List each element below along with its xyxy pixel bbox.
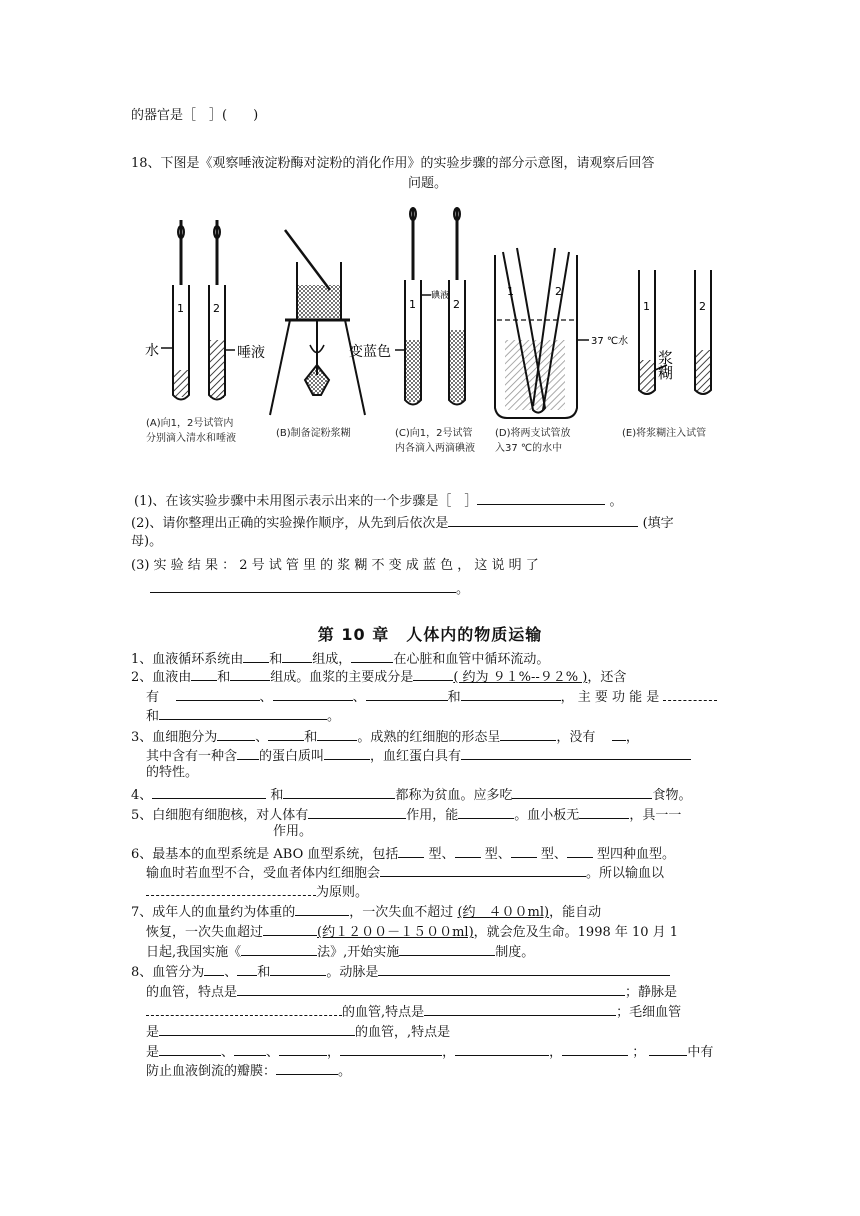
blood-loss-safe: (约 ４００ml): [457, 905, 550, 920]
blank[interactable]: [237, 745, 259, 760]
t: 8、血管分为: [131, 965, 205, 980]
t: 法》,开始实施: [317, 945, 400, 960]
t: ，: [327, 1045, 341, 1060]
t: 和: [447, 690, 461, 705]
t: 、: [255, 730, 269, 745]
item-8: [131, 961, 670, 982]
q18-1-blank[interactable]: [477, 490, 605, 505]
t: 型、: [540, 847, 567, 862]
t: 型、: [428, 847, 455, 862]
t: ；: [632, 1045, 646, 1060]
item-2-line3: 和 。: [146, 705, 340, 726]
caption-c-1: (C)向1，2号试管: [395, 428, 473, 439]
blank[interactable]: [424, 1001, 616, 1016]
t: 有: [146, 690, 160, 705]
blank[interactable]: [461, 745, 691, 760]
blood-loss-danger: (约１２００－１５００ml): [317, 925, 474, 940]
blank[interactable]: [241, 941, 317, 956]
blank[interactable]: [567, 843, 593, 858]
panel-b: [270, 230, 365, 415]
blank[interactable]: [273, 686, 353, 701]
item-1-text-d: 在心脏和血管中循环流动。: [393, 652, 550, 667]
blank[interactable]: [217, 726, 255, 741]
t: ，血红蛋白具有: [370, 749, 462, 764]
blank[interactable]: [317, 726, 357, 741]
blank[interactable]: [455, 843, 481, 858]
t: 的血管,特点是: [342, 1005, 425, 1020]
blank[interactable]: [191, 666, 217, 681]
blank[interactable]: [176, 686, 260, 701]
q18-1-text: (1)、在该实验步骤中未用图示表示出来的一个步骤是［ ］: [134, 494, 478, 509]
t: 都称为贫血。应多吃: [395, 788, 513, 803]
blank[interactable]: [237, 981, 625, 996]
t: ，还含: [587, 670, 627, 685]
t: ，: [549, 1045, 563, 1060]
t: 6、最基本的血型系统是 ABO 血型系统，包括: [131, 847, 399, 862]
t: 防止血液倒流的瓣膜：: [146, 1064, 277, 1079]
t: 和: [217, 670, 231, 685]
t: 7、成年人的血量约为体重的: [131, 905, 296, 920]
plasma-percent: ( 约为 ９１%--９２% ): [453, 670, 588, 685]
blank[interactable]: [399, 941, 495, 956]
t: 、: [266, 1045, 280, 1060]
q18-2-text: (2)、请你整理出正确的实验操作顺序，从先到后依次是: [131, 516, 449, 531]
t: 恢复，一次失血超过: [146, 925, 264, 940]
item-8-line4: [146, 1021, 450, 1042]
caption-d-2: 入37 ℃的水中: [495, 443, 563, 454]
blank[interactable]: [351, 648, 393, 663]
blank[interactable]: [579, 804, 629, 819]
t: ，没有: [556, 730, 596, 745]
blank[interactable]: [413, 666, 453, 681]
tube1-label-c: 1: [409, 298, 416, 311]
t: 和: [146, 709, 160, 724]
q17-tail: 的器官是［ ］( ): [131, 108, 259, 123]
blank[interactable]: [663, 686, 717, 701]
t: ，就会危及生命。1998 年 10 月 1: [473, 925, 679, 940]
t: 组成。血浆的主要成分是: [270, 670, 414, 685]
t: 是: [146, 1045, 160, 1060]
blank[interactable]: [500, 726, 556, 741]
item-2-line2: [146, 686, 717, 707]
item-5-line2: 作用。: [273, 824, 313, 839]
t: 的血管，特点是: [146, 985, 238, 1000]
t: 日起,我国实施《: [146, 945, 242, 960]
blank[interactable]: [649, 1041, 687, 1056]
t: 其中含有一种含: [146, 749, 238, 764]
t: 的血管，,特点是: [355, 1025, 451, 1040]
t: 。血小板无: [514, 808, 580, 823]
blank[interactable]: [237, 961, 257, 976]
t: 和: [304, 730, 318, 745]
item-3-line3: 的特性。: [146, 765, 199, 780]
blank[interactable]: [270, 961, 326, 976]
q18-2-blank[interactable]: [448, 512, 638, 527]
t: 的蛋白质叫: [259, 749, 325, 764]
panel-d: [495, 248, 589, 418]
panel-a: [161, 220, 235, 400]
item-8-line6: [146, 1060, 351, 1081]
caption-a-2: 分别滴入清水和唾液: [146, 433, 236, 444]
t: ，一次失血不超过: [349, 905, 454, 920]
caption-e: (E)将浆糊注入试管: [622, 428, 707, 439]
blank[interactable]: [283, 784, 395, 799]
tube1-label-d: 1: [507, 285, 514, 298]
blank[interactable]: [146, 881, 316, 896]
label-37-water: 37 ℃水: [591, 336, 629, 347]
blank[interactable]: [152, 784, 266, 799]
blank[interactable]: [366, 686, 448, 701]
tube2-label-c: 2: [453, 298, 460, 311]
q18-3-blank[interactable]: [150, 578, 456, 593]
t: 中有: [687, 1045, 714, 1060]
tube2-label-d: 2: [555, 285, 562, 298]
item-5: [131, 804, 681, 825]
item-7: [131, 901, 601, 922]
t: 。动脉是: [326, 965, 379, 980]
blank[interactable]: [458, 804, 514, 819]
item-6-line2: [146, 862, 664, 883]
blank[interactable]: [511, 843, 537, 858]
t: 。: [338, 1064, 352, 1079]
t: 和: [270, 788, 284, 803]
blank[interactable]: [279, 1041, 327, 1056]
caption-d-1: (D)将两支试管放: [495, 428, 571, 439]
q18-1: (1)、在该实验步骤中未用图示表示出来的一个步骤是［ ］ 。: [134, 490, 623, 511]
blank[interactable]: [340, 1041, 442, 1056]
t: 型、: [484, 847, 511, 862]
caption-b: (B)制备淀粉浆糊: [276, 428, 351, 439]
t: 型四种血型。: [597, 847, 676, 862]
blank[interactable]: [398, 843, 424, 858]
item-1-text-c: 组成，: [312, 652, 352, 667]
t: 为原则。: [316, 885, 369, 900]
item-3: [131, 726, 639, 747]
t: ，具一一: [629, 808, 682, 823]
t: 和: [257, 965, 271, 980]
q18-3: (3) 实 验 结 果 ： 2 号 试 管 里 的 浆 糊 不 变 成 蓝 色 ， 这 说 明 了: [131, 558, 539, 573]
t: 、: [221, 1045, 235, 1060]
label-paste: 浆糊: [656, 350, 674, 380]
tube2-label-e: 2: [699, 300, 706, 313]
t: 5、白细胞有细胞核，对人体有: [131, 808, 309, 823]
tube1-label-a: 1: [177, 302, 184, 315]
blank[interactable]: [230, 666, 270, 681]
blank[interactable]: [204, 961, 224, 976]
blank[interactable]: [282, 648, 312, 663]
t: 输血时若血型不合，受血者体内红细胞会: [146, 866, 381, 881]
blank[interactable]: [512, 784, 652, 799]
item-4: [131, 784, 691, 805]
blank[interactable]: [295, 901, 349, 916]
blank[interactable]: [243, 648, 269, 663]
q18-intro-cont: 问题。: [408, 176, 448, 191]
item-8-line5: [146, 1041, 713, 1062]
tube2-label-a: 2: [213, 302, 220, 315]
t: 制度。: [495, 945, 535, 960]
blank[interactable]: [234, 1041, 266, 1056]
q18-2-tail: (填字: [642, 516, 674, 531]
item-3-line2: [146, 745, 691, 766]
item-7-line2: [146, 921, 678, 942]
q18-intro: 18、下图是《观察唾液淀粉酶对淀粉的消化作用》的实验步骤的部分示意图，请观察后回答: [131, 156, 655, 171]
blank[interactable]: [263, 921, 317, 936]
item-2: [131, 666, 626, 687]
item-7-line3: [146, 941, 534, 962]
blank[interactable]: [562, 1041, 628, 1056]
blank[interactable]: [380, 862, 586, 877]
q18-2-cont: 母)。: [131, 534, 163, 549]
chapter-title: 第 10 章 人体内的物质运输: [317, 625, 543, 644]
blank[interactable]: [455, 1041, 549, 1056]
label-iodine: 碘液: [431, 291, 450, 301]
blank[interactable]: [159, 1021, 355, 1036]
panel-e: [639, 270, 711, 394]
t: 食物。: [652, 788, 692, 803]
t: ；静脉是: [625, 985, 678, 1000]
item-8-line3: [146, 1001, 681, 1022]
t: 3、血细胞分为: [131, 730, 218, 745]
blank[interactable]: [146, 1001, 342, 1016]
blank[interactable]: [378, 961, 670, 976]
t: ；毛细血管: [616, 1005, 682, 1020]
caption-a-1: (A)向1，2号试管内: [146, 418, 234, 429]
blank[interactable]: [159, 705, 327, 720]
blank[interactable]: [324, 745, 370, 760]
t: 是: [146, 1025, 160, 1040]
t: 2、血液由: [131, 670, 192, 685]
t: 。所以输血以: [586, 866, 665, 881]
item-6-line3: [146, 881, 368, 902]
t: ，: [625, 730, 639, 745]
item-6: [131, 843, 675, 864]
caption-c-2: 内各滴入两滴碘液: [395, 443, 475, 454]
label-saliva: 唾液: [237, 345, 265, 361]
item-1-text-a: 1、血液循环系统由: [131, 652, 244, 667]
t: 、: [352, 690, 366, 705]
q18-3-line: 。: [150, 578, 469, 599]
t: 、: [259, 690, 273, 705]
t: 作用，能: [406, 808, 459, 823]
t: 、: [224, 965, 238, 980]
label-water: 水: [145, 343, 159, 359]
t: ，: [442, 1045, 456, 1060]
t: ，能自动: [549, 905, 602, 920]
tube1-label-e: 1: [643, 300, 650, 313]
label-blue: 变蓝色: [349, 344, 391, 360]
blank[interactable]: [268, 726, 304, 741]
q18-2: [131, 512, 674, 533]
blank[interactable]: [159, 1041, 221, 1056]
item-8-line2: [146, 981, 677, 1002]
blank[interactable]: [308, 804, 406, 819]
t: ， 主 要 功 能 是: [560, 690, 660, 705]
item-1-text-b: 和: [269, 652, 283, 667]
blank[interactable]: [461, 686, 561, 701]
t: 。成熟的红细胞的形态呈: [357, 730, 501, 745]
blank[interactable]: [276, 1060, 338, 1075]
blank[interactable]: [612, 726, 626, 741]
t: 4、: [131, 788, 153, 803]
